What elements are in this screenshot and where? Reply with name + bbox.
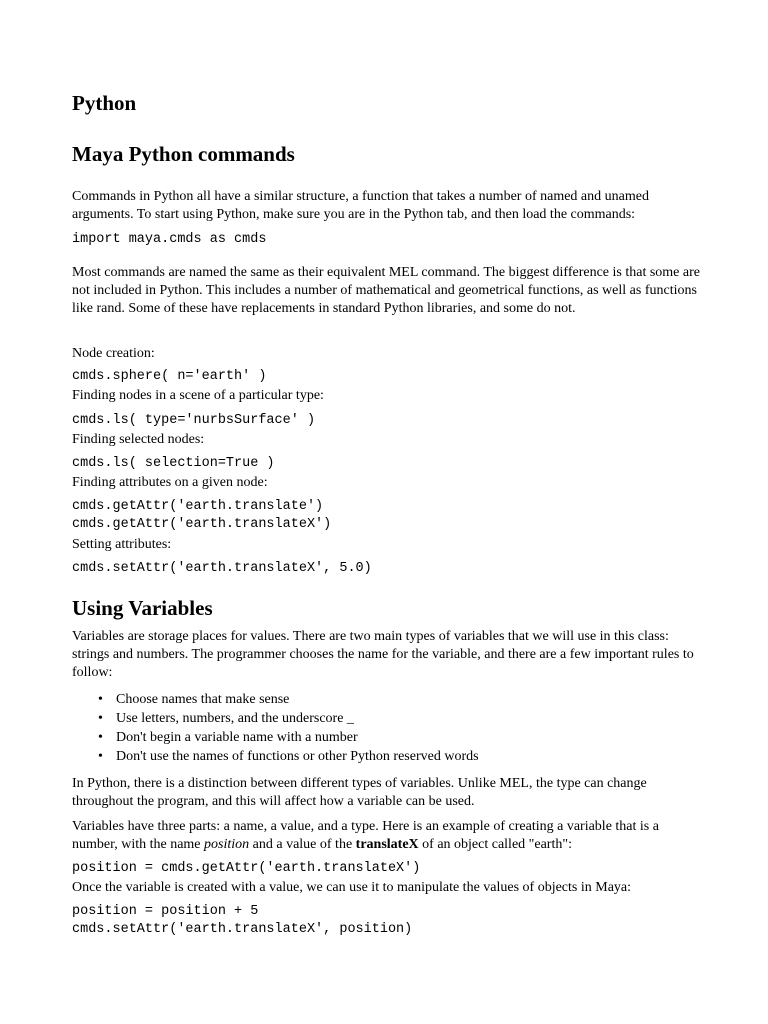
code-setattr-position: cmds.setAttr('earth.translateX', position) — [72, 922, 413, 937]
heading-maya-python-commands: Maya Python commands — [72, 142, 295, 166]
heading-python: Python — [72, 91, 137, 115]
label-node-creation: Node creation: — [72, 346, 155, 361]
code-getattr-translatex: cmds.getAttr('earth.translateX') — [72, 517, 332, 532]
label-once-created: Once the variable is created with a value, we can use it to manipulate the values of objects in Maya: — [72, 880, 632, 895]
code-ls-selection: cmds.ls( selection=True ) — [72, 456, 275, 471]
label-setting-attributes: Setting attributes: — [72, 537, 172, 552]
three-parts-paragraph — [72, 818, 706, 854]
code-getattr-translate: cmds.getAttr('earth.translate') — [72, 499, 324, 514]
list-item: • Don't use the names of functions or other Python reserved words — [72, 747, 479, 766]
label-finding-nodes: Finding nodes in a scene of a particular type: — [72, 388, 324, 403]
label-selected-nodes: Finding selected nodes: — [72, 432, 205, 447]
code-ls-type: cmds.ls( type='nurbsSurface' ) — [72, 413, 316, 428]
three-parts-text-1: Variables have three parts: a name, a value, and a type. Here is an example of creating a variable that is a number, with the name — [72, 819, 659, 852]
intro-paragraph: Commands in Python all have a similar structure, a function that takes a number of named and unamed arguments. To start using Python, make sure you are in the Python tab, and then load the commands: — [72, 189, 649, 222]
three-parts-text-3: of an object called "earth": — [418, 837, 572, 852]
translatex-bold: translateX — [355, 837, 419, 852]
code-import: import maya.cmds as cmds — [72, 232, 267, 247]
code-position-getattr: position = cmds.getAttr('earth.translateX') — [72, 861, 421, 876]
label-finding-attributes: Finding attributes on a given node: — [72, 475, 268, 490]
list-item: • Use letters, numbers, and the underscore _ — [72, 709, 479, 728]
three-parts-text-2: and a value of the — [249, 837, 356, 852]
heading-using-variables: Using Variables — [72, 596, 213, 620]
list-item: • Don't begin a variable name with a number — [72, 728, 479, 747]
variables-paragraph: Variables are storage places for values. There are two main types of variables that we will use in this class: strings and numbers. The programmer chooses the name for the variable, and there are a few important rules to follow: — [72, 629, 694, 680]
code-setattr: cmds.setAttr('earth.translateX', 5.0) — [72, 561, 372, 576]
list-item: • Choose names that make sense — [72, 690, 479, 709]
distinction-paragraph: In Python, there is a distinction between different types of variables. Unlike MEL, the type can change throughout the program, and this will affect how a variable can be used. — [72, 776, 647, 809]
mel-difference-paragraph: Most commands are named the same as their equivalent MEL command. The biggest difference is that some are not included in Python. This includes a number of mathematical and geometrical functions, as well as functions like rand. Some of these have replacements in standard Python libraries, and some do not. — [72, 265, 700, 316]
variable-rules-list — [72, 690, 479, 766]
name-position-italic: position — [204, 837, 250, 852]
code-position-add: position = position + 5 — [72, 904, 259, 919]
code-sphere: cmds.sphere( n='earth' ) — [72, 369, 267, 384]
